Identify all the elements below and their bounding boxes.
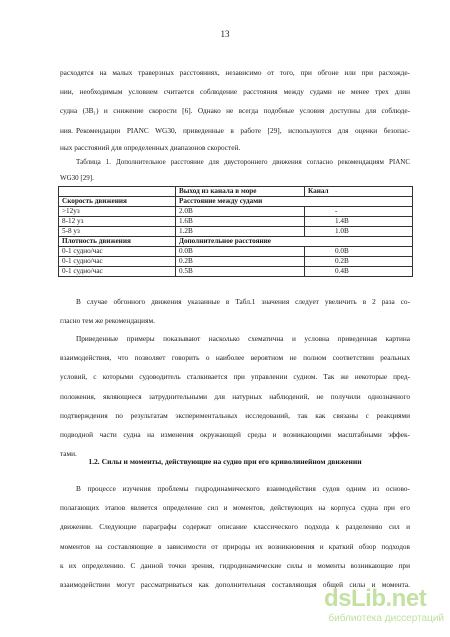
text-line: ных расстояний для определенных диапазонов скоростей. [60, 143, 241, 152]
table-row [59, 227, 413, 237]
table-cell: 1.0B [305, 227, 413, 237]
table-cell: 0.2B [305, 257, 413, 267]
table-cell: 0-1 судно/час [59, 247, 176, 257]
section-heading: 1.2. Силы и моменты, действующие на судно при его криволинейном движении [88, 457, 362, 466]
text-line: В случае обгонного движения указанные в Табл.1 значения следует увеличить в 2 раза со- [76, 297, 410, 306]
page-number: 13 [220, 29, 230, 39]
text-line: В процессе изучения проблемы гидродинамического взаимодействия судов одним из осново- [76, 484, 410, 493]
text-line: подводной части судна на изменения окружающей среды и возникающими масштабными эффек- [60, 430, 410, 440]
text-line: моментов на составляющие в зависимости от природы их возникновения и краткий обзор подходов [60, 541, 410, 551]
table-cell: 0-1 судно/час [59, 257, 176, 267]
table-row [59, 217, 413, 227]
table-cell: 1.2B [176, 227, 305, 237]
table-section-header: Скорость движения [59, 197, 176, 207]
table-section-header: Расстояние между судами [176, 197, 413, 207]
paragraph-3 [60, 292, 410, 330]
logo-text: ds [324, 585, 352, 612]
table-cell: 0.0B [305, 247, 413, 257]
text-line: ния. [60, 125, 73, 135]
table-row [59, 207, 413, 217]
table-cell: 8-12 уз [59, 217, 176, 227]
table-cell: >12уз [59, 207, 176, 217]
paragraph-5 [60, 479, 410, 594]
paragraph-2 [60, 122, 410, 156]
text-line: полагающих этапов является определение сил и моментов, действующих на корпуса судна при его [60, 503, 410, 513]
text-line: судна (3B₁) и снижение скорости [6]. Однако не всегда подобные условия доступны для соблюде- [60, 106, 410, 116]
caption-line: WG30 [29]. [60, 174, 94, 182]
table-header-cell: Выход из канала в море [176, 187, 305, 197]
text-line: взаимодействии могут рассматриваться как дополнительная составляющая общей силы и момента. [60, 580, 410, 590]
text-line: условий, с которыми судоводитель сталкивается при управлении судном. Так же некоторые пред- [60, 372, 410, 382]
table-cell: 0.4B [305, 267, 413, 277]
table-cell: 1.4B [305, 217, 413, 227]
table-cell [59, 187, 176, 197]
text-line: нии, необходимым условием считается соблюдение расстояния между судами не менее трех длин [60, 87, 410, 97]
table-section-header: Дополнительное расстояние [176, 237, 413, 247]
text-line: положения, являющиеся затруднительными для натурных наблюдений, не получили однозначного [60, 391, 410, 401]
text-line: подтверждения по результатам экспериментальных исследований, так как связаны с реакциями [60, 410, 410, 420]
text-line: расходятся на малых траверзных расстояниях, независимо от того, при обгоне или при расхожде- [60, 68, 410, 77]
text-line: Рекомендации PIANC WG30, приведенные в работе [29], используются для оценки безопас- [76, 126, 410, 135]
table-cell: 0-1 судно/час [59, 267, 176, 277]
logo-text: Lib [351, 585, 386, 612]
caption-line: Таблица 1. Дополнительное расстояние для двустороннего движения согласно рекомендациям PIANC [76, 158, 410, 166]
text-line: взаимодействия, что позволяет говорить о наиболее вероятном не полном соответствии реальных [60, 353, 410, 363]
table-section-header-row [59, 197, 413, 207]
watermark-tagline: библиотека диссертаций [328, 613, 444, 624]
table-cell: 1.6B [176, 217, 305, 227]
text-line: движении. Следующие параграфы содержат описание классического подхода к разделению сил и [60, 522, 410, 532]
table-section-header-row [59, 237, 413, 247]
table-cell: 2.0B [176, 207, 305, 217]
table-section-header: Плотность движения [59, 237, 176, 247]
table-row [59, 247, 413, 257]
paragraph-4 [60, 329, 410, 463]
table-caption [60, 154, 410, 186]
text-line: гласно тем же рекомендациям. [60, 316, 155, 326]
logo-text: .net [385, 585, 427, 612]
watermark [318, 586, 444, 630]
table-cell: - [305, 207, 413, 217]
table-row [59, 267, 413, 277]
dslib-logo [324, 586, 426, 612]
table-cell: 5-8 уз [59, 227, 176, 237]
table-row [59, 257, 413, 267]
table-header-row [59, 187, 413, 197]
text-line: Приведенные примеры показывают насколько схематична и условна приведенная картина [76, 334, 410, 343]
text-line: к их определению. С данной точки зрения, гидродинамические силы и моменты возникающие при [60, 560, 410, 570]
table-cell: 0.0B [176, 247, 305, 257]
table-header-cell: Канал [305, 187, 413, 197]
table-cell: 0.5B [176, 267, 305, 277]
recommendations-table [58, 186, 413, 277]
text-line: тами. [60, 449, 77, 459]
table-cell: 0.2B [176, 257, 305, 267]
